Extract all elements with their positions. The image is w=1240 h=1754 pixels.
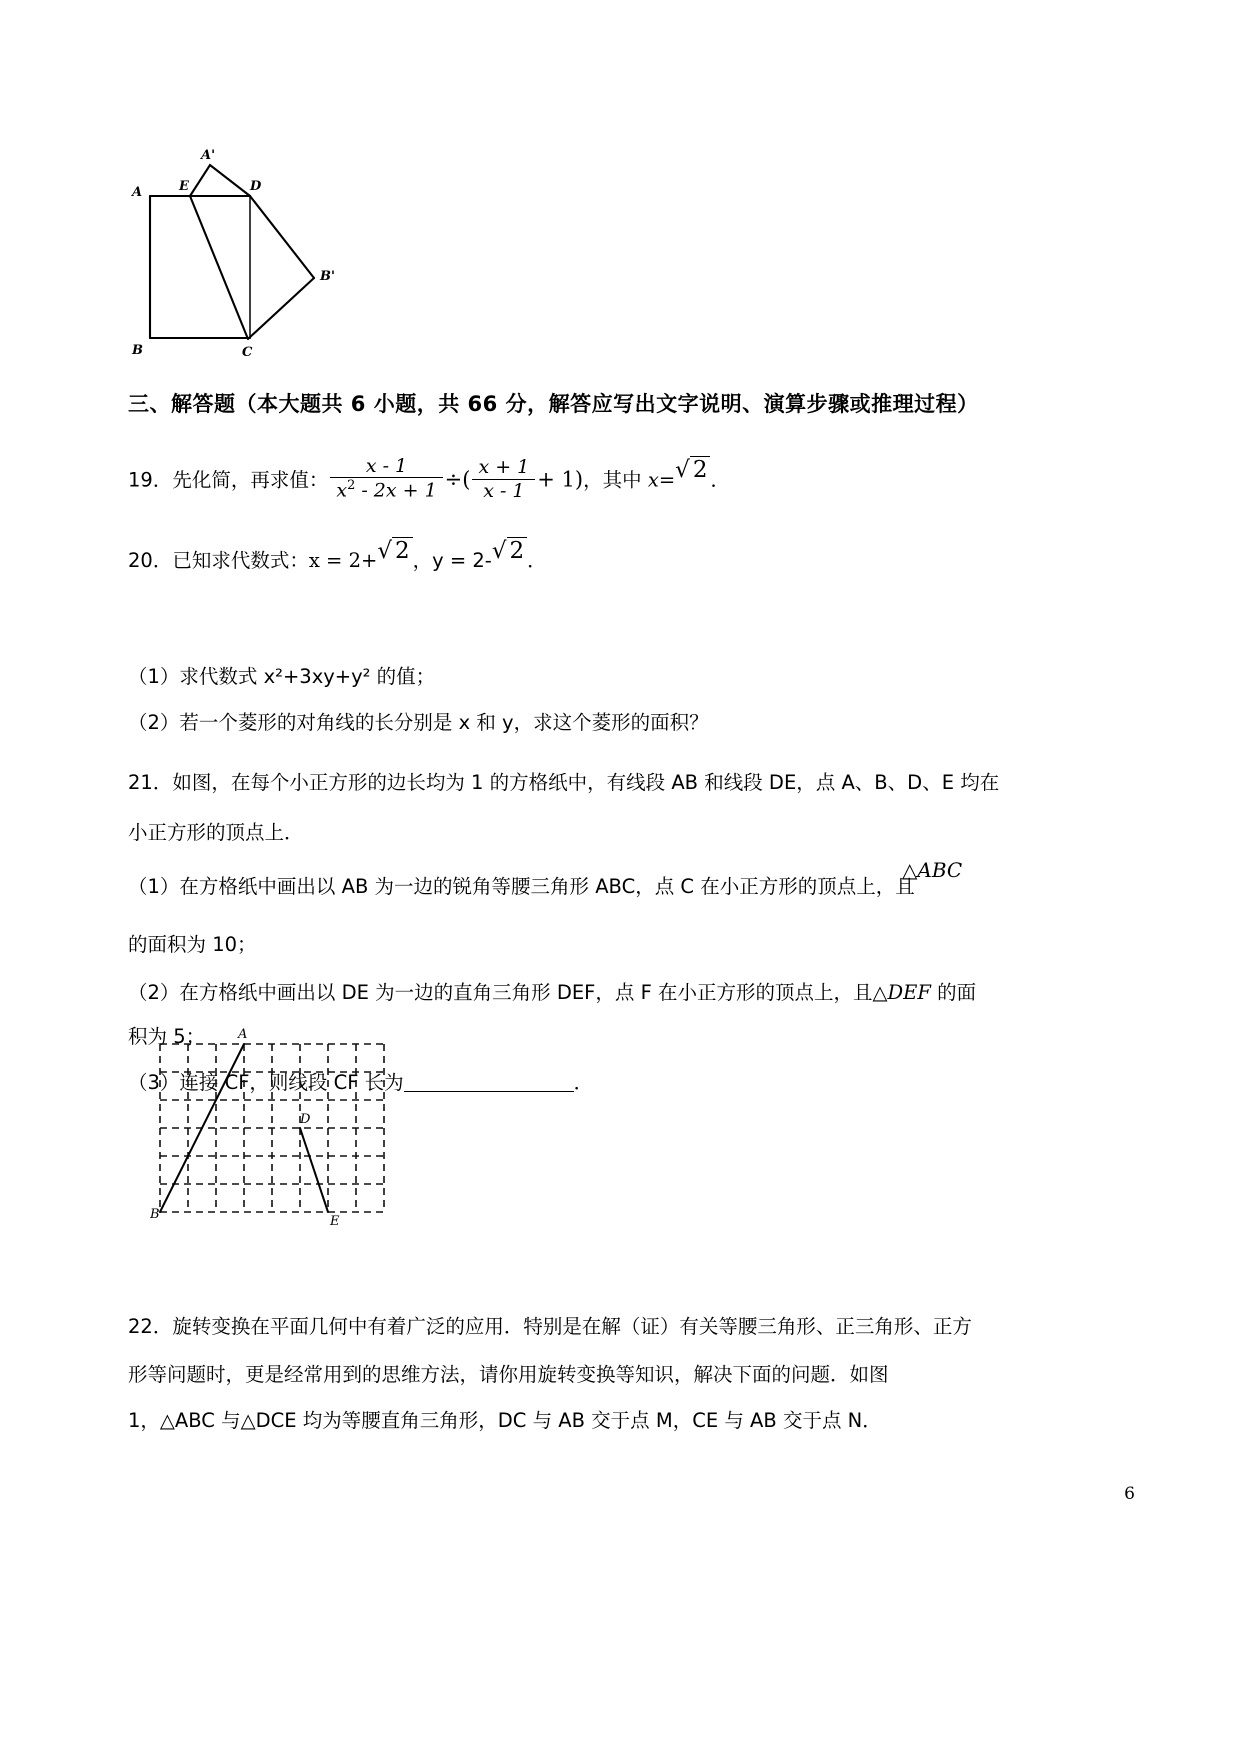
square-grid-figure <box>150 1022 410 1272</box>
question-19-number: 19． <box>128 468 173 492</box>
question-20-part-1: （1）求代数式 x²+3xy+y² 的值； <box>128 665 436 688</box>
question-21-part-1 <box>128 872 915 902</box>
den-base: x <box>336 479 348 502</box>
question-20-y-assign: ，y = 2- <box>412 549 492 572</box>
inner-numerator: x + 1 <box>478 456 530 479</box>
question-21-part-1-text: （1）在方格纸中画出以 AB 为一边的锐角等腰三角形 ABC，点 C 在小正方形的顶点上，且 <box>128 875 915 898</box>
question-20 <box>128 538 968 576</box>
grid-label-D: D <box>300 1112 311 1127</box>
question-19-inner-tail: + 1) <box>537 467 584 492</box>
question-21-part-2-tail: 的面 <box>930 981 977 1004</box>
section-heading: 三、解答题（本大题共 6 小题，共 66 分，解答应写出文字说明、演算步骤或推理过程） <box>128 392 979 416</box>
question-19-inner-fraction <box>472 456 535 502</box>
figure-label-B-prime: B' <box>320 269 335 284</box>
question-19-tail-end: ． <box>710 468 730 492</box>
question-20-end: ． <box>527 549 547 572</box>
question-20-x-radical: √ 2 <box>377 536 412 566</box>
question-20-lead: 已知求代数式： <box>172 549 309 572</box>
x-radicand: 2 <box>392 537 413 564</box>
page-number: 6 <box>1124 1484 1135 1504</box>
question-21-part-1-cont: 的面积为 10； <box>128 933 257 956</box>
segment-DE <box>300 1128 328 1212</box>
question-21-part-3-end: ． <box>573 1071 594 1094</box>
inner-denominator: x - 1 <box>472 479 535 502</box>
fraction-numerator: x - 1 <box>365 455 408 477</box>
figure-label-D: D <box>250 179 262 194</box>
grid-label-B: B <box>150 1207 160 1222</box>
den-exp: 2 <box>347 478 356 494</box>
question-19-tail-pre: ，其中 <box>583 468 648 492</box>
question-21-line-2: 小正方形的顶点上． <box>128 821 304 844</box>
question-19 <box>128 455 968 502</box>
figure-label-E: E <box>179 179 189 194</box>
rotated-rectangle-figure <box>128 138 408 368</box>
question-20-part-2: （2）若一个菱形的对角线的长分别是 x 和 y，求这个菱形的面积？ <box>128 711 709 734</box>
grid-label-E: E <box>330 1214 340 1229</box>
fraction-denominator <box>330 477 442 502</box>
radicand: 2 <box>690 456 711 483</box>
den-rest: - 2x + 1 <box>355 479 437 502</box>
question-20-x-assign: x = 2+ <box>308 549 378 572</box>
question-21-triangle-def: △DEF <box>872 981 931 1004</box>
question-19-operator: ÷( <box>444 467 471 492</box>
figure-label-A: A <box>132 185 143 200</box>
figure-label-A-prime: A' <box>201 148 216 163</box>
question-22-line-3: 1，△ABC 与△DCE 均为等腰直角三角形，DC 与 AB 交于点 M，CE 与 AB 交于点 N． <box>128 1409 882 1432</box>
figure-label-B: B <box>132 343 143 358</box>
question-19-tail-eq: = <box>658 468 676 492</box>
question-21-part-2-cont: 积为 5； <box>128 1025 206 1048</box>
grid-label-A: A <box>238 1027 248 1042</box>
answer-blank[interactable] <box>404 1071 574 1092</box>
y-radicand: 2 <box>507 537 528 564</box>
question-21-line-1: 21．如图，在每个小正方形的边长均为 1 的方格纸中，有线段 AB 和线段 DE，点 A、B、D、E 均在 <box>128 771 1000 794</box>
question-21-part-2-text: （2）在方格纸中画出以 DE 为一边的直角三角形 DEF，点 F 在小正方形的顶点上，且 <box>128 981 873 1004</box>
question-19-main-fraction <box>330 455 442 502</box>
question-22-line-2: 形等问题时，更是经常用到的思维方法，请你用旋转变换等知识，解决下面的问题．如图 <box>128 1363 889 1386</box>
question-21-triangle-abc: △ABC <box>902 858 963 882</box>
figure-label-C: C <box>242 345 253 360</box>
question-21-part-2 <box>128 978 976 1008</box>
question-22-line-1: 22．旋转变换在平面几何中有着广泛的应用．特别是在解（证）有关等腰三角形、正三角形、正方 <box>128 1315 972 1338</box>
question-20-y-radical: √ 2 <box>492 536 527 566</box>
question-21-part-3-text: （3）连接 CF，则线段 CF 长为 <box>128 1071 404 1094</box>
question-19-tail-var: x <box>647 468 659 492</box>
question-19-radical: √ 2 <box>675 455 710 485</box>
question-20-number: 20． <box>128 549 173 572</box>
question-19-lead: 先化简，再求值： <box>172 468 329 492</box>
